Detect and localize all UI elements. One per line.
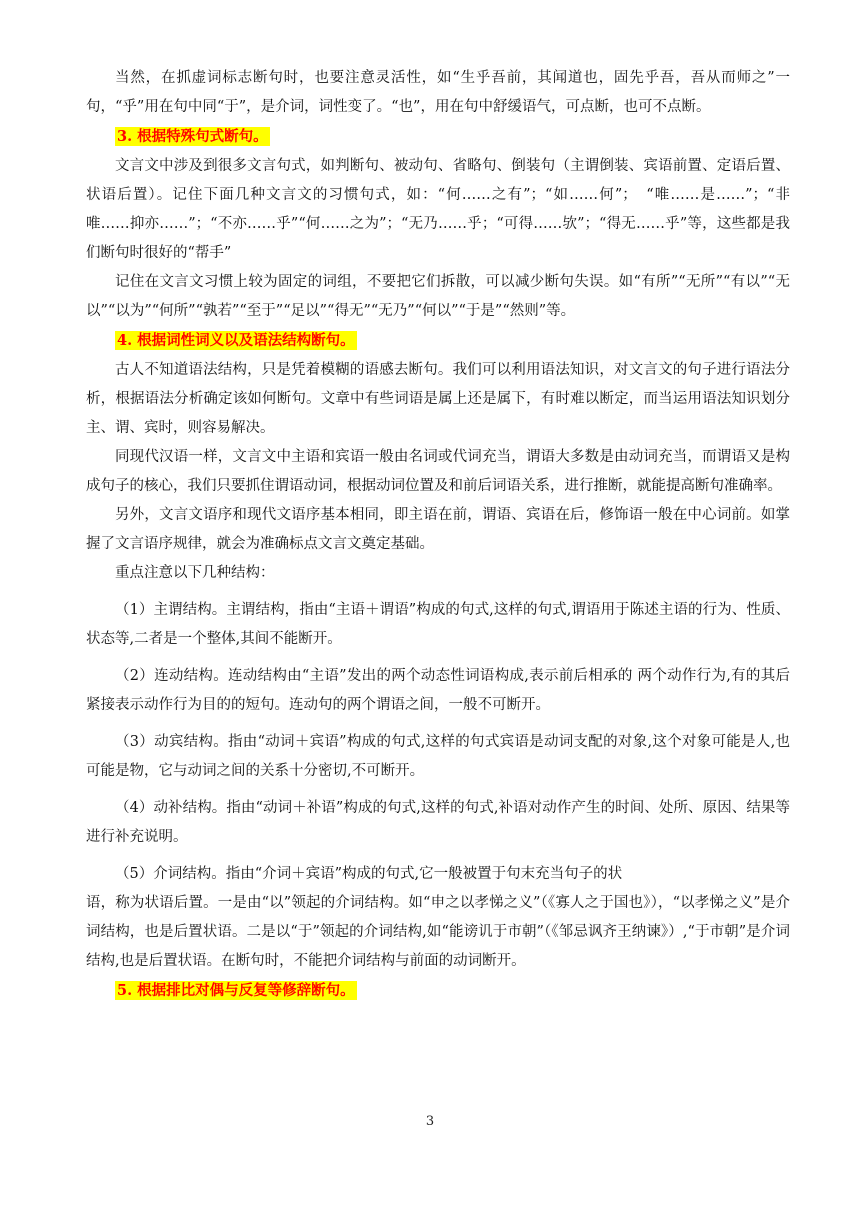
heading-5-wrapper [86, 976, 790, 1006]
paragraph-word-order: 另外，文言文语序和现代文语序基本相同，即主语在前，谓语、宾语在后，修饰语一般在中心词前。如掌握了文言语序规律，就会为准确标点文言文奠定基础。 [86, 507, 790, 552]
structure-prepositional-line1: （5）介词结构。指由“介词＋宾语”构成的句式,它一般被置于句末充当句子的状 [115, 866, 623, 882]
structure-verb-complement: （4）动补结构。指由“动词＋补语”构成的句式,这样的句式,补语对动作产生的时间、处所、原因、结果等进行补充说明。 [86, 800, 790, 845]
paragraph-flexibility: 当然，在抓虚词标志断句时，也要注意灵活性，如“生乎吾前，其闻道也，固先乎吾，吾从而师之”一句，“乎”用在句中同“于”，是介词，词性变了。“也”，用在句中舒缓语气，可点断，也可不点断。 [86, 70, 790, 115]
heading-grammar-structure: 4. 根据词性词义以及语法结构断句。 [117, 332, 355, 349]
structure-verb-object: （3）动宾结构。指由“动词＋宾语”构成的句式,这样的句式宾语是动词支配的对象,这个对象可能是人,也可能是物，它与动词之间的关系十分密切,不可断开。 [86, 734, 790, 779]
paragraph-sentence-patterns: 文言文中涉及到很多文言句式，如判断句、被动句、省略句、倒装句（主谓倒装、宾语前置、定语后置、状语后置）。记住下面几种文言文的习惯句式，如：“何……之有”；“如……何”； “唯……是……”；“非唯……抑亦……”；“不亦……乎”“何……之为”；“无乃……乎；“可得……欤”；“得无……乎”等，这些都是我们断句时很好的“帮手” [86, 158, 790, 261]
heading-rhetoric: 5. 根据排比对偶与反复等修辞断句。 [117, 982, 355, 999]
paragraph-fixed-phrases: 记住在文言文习惯上较为固定的词组，不要把它们拆散，可以减少断句失误。如“有所”“无所”“有以”“无以”“以为”“何所”“孰若”“至于”“足以”“得无”“无乃”“何以”“于是”“然则”等。 [86, 274, 790, 319]
paragraph-key-structures: 重点注意以下几种结构： [115, 565, 275, 581]
heading-3-wrapper [86, 122, 790, 152]
structure-prepositional-continued: 语，称为状语后置。一是由“以”领起的介词结构。如“申之以孝悌之义”（《寡人之于国也》），“以孝悌之义”是介词结构，也是后置状语。二是以“于”领起的介词结构,如“能谤讥于市朝”（《邹忌讽齐王纳谏》）,“于市朝”是介词结构,也是后置状语。在断句时，不能把介词结构与前面的动词断开。 [86, 895, 790, 969]
structure-subject-predicate: （1）主谓结构。主谓结构，指由“主语＋谓语”构成的句式,这样的句式,谓语用于陈述主语的行为、性质、状态等,二者是一个整体,其间不能断开。 [86, 602, 790, 647]
structure-serial-verb: （2）连动结构。连动结构由“主语”发出的两个动态性词语构成,表示前后相承的 两个动作行为,有的其后紧接表示动作行为目的的短句。连动句的两个谓语之间，一般不可断开。 [86, 668, 790, 713]
heading-4-wrapper [86, 326, 790, 356]
heading-special-sentence-patterns: 3. 根据特殊句式断句。 [117, 128, 268, 145]
page-number: 3 [425, 1114, 435, 1129]
paragraph-grammar-analysis: 古人不知道语法结构，只是凭着模糊的语感去断句。我们可以利用语法知识，对文言文的句子进行语法分析，根据语法分析确定该如何断句。文章中有些词语是属上还是属下，有时难以断定，而当运用语法知识划分主、谓、宾时，则容易解决。 [86, 362, 790, 436]
page-content [86, 64, 790, 1006]
paragraph-subject-predicate: 同现代汉语一样，文言文中主语和宾语一般由名词或代词充当，谓语大多数是由动词充当，而谓语又是构成句子的核心，我们只要抓住谓语动词，根据动词位置及和前后词语关系，进行推断，就能提高断句准确率。 [86, 449, 790, 494]
